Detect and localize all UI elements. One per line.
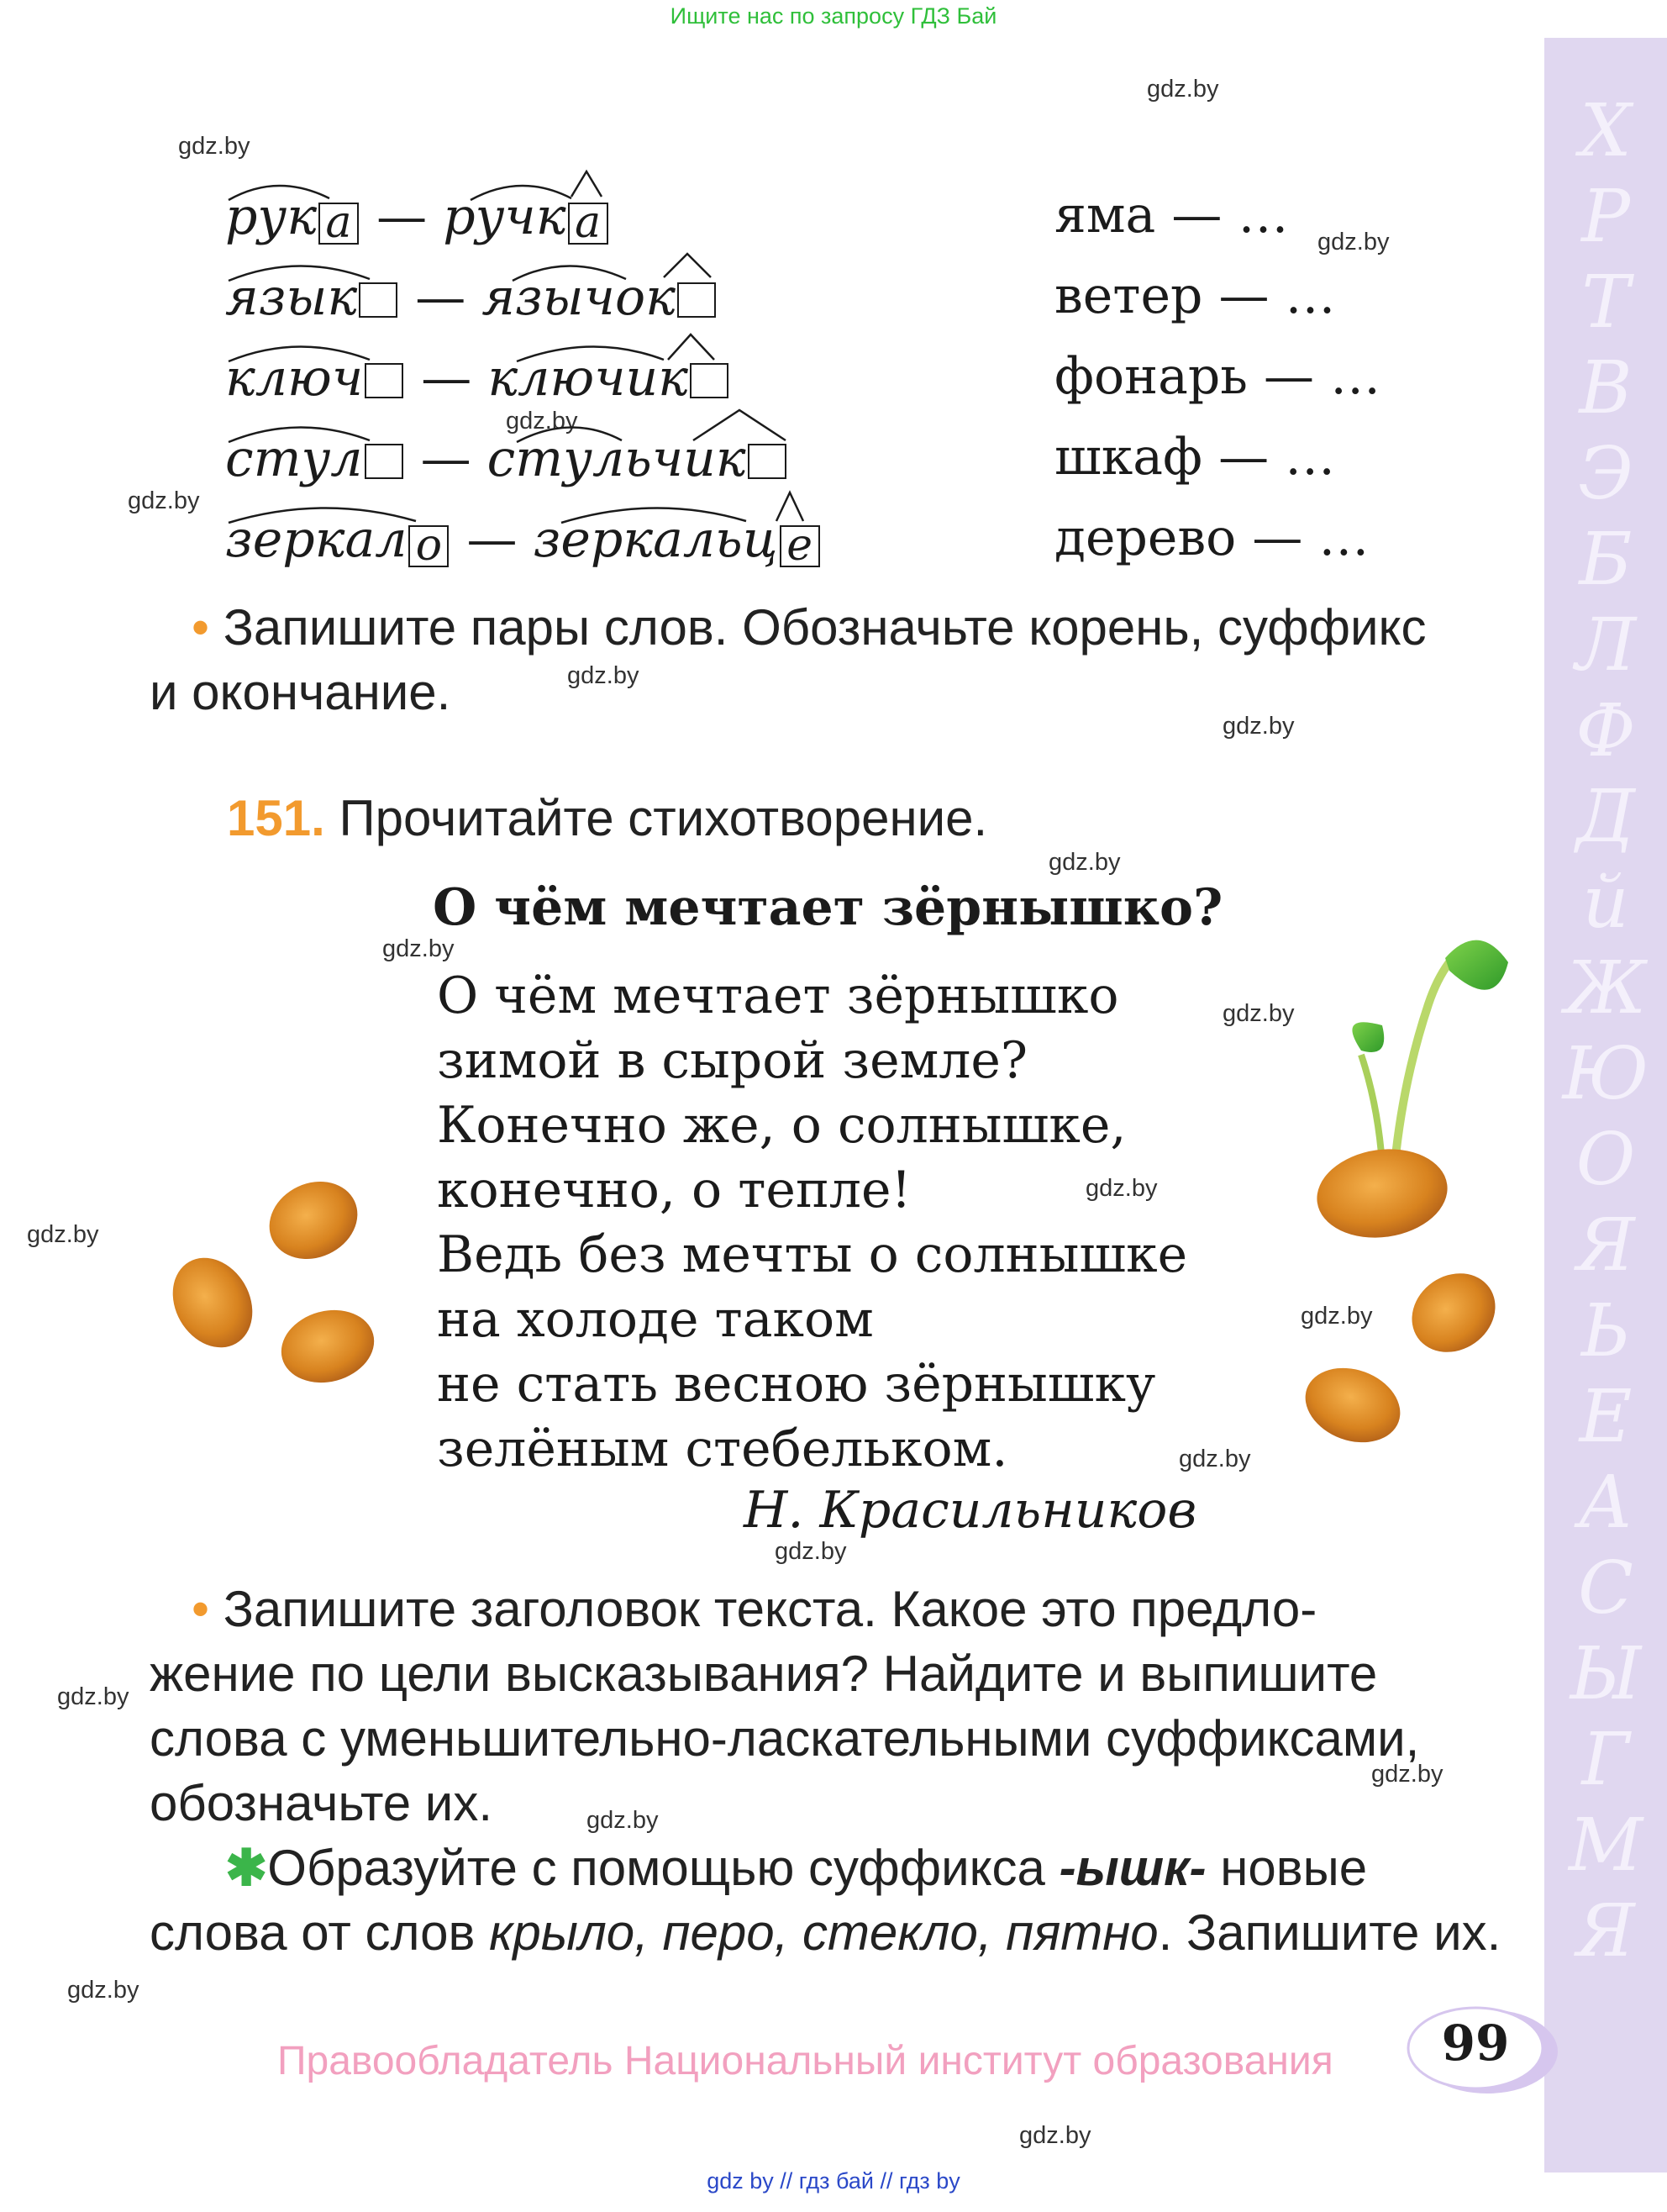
watermark: gdz.by	[1019, 2122, 1091, 2149]
word-pair-row	[225, 429, 788, 489]
source-words: крыло, перо, стекло, пятно	[489, 1904, 1159, 1961]
seed-icon	[1396, 1261, 1511, 1368]
bottom-links[interactable]: gdz by // гдз бай // гдз by	[707, 2168, 960, 2194]
poem-line: не стать весною зёрнышку	[437, 1355, 1156, 1414]
watermark: gdz.by	[1147, 76, 1219, 103]
bullet-icon: •	[192, 599, 210, 656]
side-letter: М	[1568, 1804, 1643, 1888]
side-letter: А	[1578, 1461, 1633, 1545]
task-word: дерево — …	[1054, 508, 1370, 567]
watermark: gdz.by	[586, 1807, 659, 1834]
watermark: gdz.by	[67, 1977, 139, 2004]
diminutive-word: ключик	[487, 349, 688, 408]
task-word: шкаф — …	[1054, 428, 1336, 487]
watermark: gdz.by	[128, 487, 200, 514]
diminutive-word: язычок	[481, 268, 676, 327]
instruction-3	[150, 1835, 1502, 1965]
instruction-1	[150, 595, 1502, 724]
poem-line: Конечно же, о солнышке,	[437, 1096, 1127, 1155]
instruction-text: . Запишите их.	[1158, 1904, 1501, 1961]
watermark: gdz.by	[1086, 1175, 1158, 1202]
instruction-text: жение по цели высказывания? Найдите и выпишите	[150, 1646, 1378, 1702]
watermark: gdz.by	[1223, 1000, 1295, 1027]
base-word-root: ключ	[225, 349, 364, 408]
poem-line: на холоде таком	[437, 1290, 874, 1349]
watermark: gdz.by	[1179, 1446, 1251, 1472]
seeds-illustration	[164, 1168, 382, 1387]
instruction-text: и окончание.	[150, 664, 451, 720]
instruction-text: Запишите заголовок текста. Какое это предло-	[223, 1581, 1317, 1637]
suffix-example: -ышк-	[1059, 1840, 1207, 1896]
seed-icon	[1312, 1141, 1454, 1246]
side-letter: О	[1575, 1118, 1636, 1202]
page-number: 99	[1441, 2014, 1510, 2072]
diminutive-word: зеркальц	[533, 510, 778, 569]
ending-box	[365, 363, 403, 398]
dash: —	[466, 510, 518, 569]
watermark: gdz.by	[775, 1538, 847, 1565]
side-letter: Я	[1576, 1203, 1635, 1288]
diminutive-word: ручк	[443, 187, 566, 246]
poem-title: О чём мечтает зёрнышко?	[433, 878, 1223, 937]
watermark: gdz.by	[1301, 1303, 1373, 1330]
base-word-root: стул	[225, 429, 363, 488]
side-letter: Ы	[1570, 1632, 1642, 1716]
copyright-notice: Правообладатель Национальный институт образования	[277, 2039, 1333, 2083]
watermark: gdz.by	[506, 408, 578, 434]
seed-icon	[164, 1244, 268, 1362]
word-pair-row	[225, 348, 730, 408]
ending-box: а	[568, 203, 608, 245]
side-letter: Г	[1581, 1718, 1630, 1802]
sprout-illustration	[1302, 912, 1508, 1248]
instruction-text: Образуйте с помощью суффикса	[267, 1840, 1060, 1896]
instruction-2	[150, 1577, 1502, 1835]
seed-icon	[256, 1168, 370, 1273]
ending-box	[748, 444, 786, 479]
watermark: gdz.by	[1371, 1761, 1444, 1788]
page-number-badge	[1401, 2004, 1561, 2097]
exercise-number: 151.	[227, 790, 325, 846]
side-letter: Ю	[1562, 1032, 1649, 1116]
word-pair-row	[225, 509, 822, 570]
word-pair-row	[225, 267, 718, 328]
instruction-text: слова от слов	[150, 1904, 490, 1961]
watermark: gdz.by	[57, 1683, 129, 1710]
side-letter: С	[1578, 1546, 1633, 1630]
top-banner[interactable]: Ищите нас по запросу ГДЗ Бай	[670, 3, 997, 29]
ending-box: а	[318, 203, 359, 245]
side-letter: Р	[1581, 175, 1630, 259]
side-letter: Ф	[1575, 689, 1636, 773]
task-word: яма — …	[1054, 186, 1289, 245]
watermark: gdz.by	[567, 662, 639, 689]
poem-author: Н. Красильников	[744, 1481, 1197, 1540]
word-pair-row	[225, 187, 610, 247]
exercise-prompt: Прочитайте стихотворение.	[339, 790, 988, 846]
asterisk-icon: ✱	[225, 1840, 268, 1896]
poem-line: зелёным стебельком.	[437, 1419, 1008, 1478]
side-letter: Д	[1576, 775, 1635, 859]
instruction-text: новые	[1206, 1840, 1368, 1896]
ending-box: о	[408, 525, 449, 567]
leaf-icon	[1445, 940, 1508, 990]
seed-icon	[1295, 1356, 1411, 1454]
poem-line: О чём мечтает зёрнышко	[437, 966, 1119, 1025]
watermark: gdz.by	[1317, 229, 1390, 255]
dash: —	[421, 349, 472, 408]
diminutive-word: стульчик	[486, 429, 746, 488]
task-word: ветер — …	[1054, 266, 1336, 325]
base-word-root: рук	[225, 187, 318, 246]
dash: —	[415, 268, 466, 327]
ending-box: е	[780, 525, 820, 567]
watermark: gdz.by	[1049, 849, 1121, 876]
poem-line: конечно, о тепле!	[437, 1161, 912, 1219]
instruction-text: Запишите пары слов. Обозначьте корень, суффикс	[223, 599, 1427, 656]
exercise-header	[227, 786, 987, 851]
side-letter: Е	[1579, 1375, 1633, 1459]
task-word: фонарь — …	[1054, 347, 1381, 406]
base-word-root: зеркал	[225, 510, 408, 569]
ending-box	[690, 363, 728, 398]
dash: —	[420, 429, 471, 488]
leaf-icon	[1352, 1022, 1384, 1052]
instruction-text: слова с уменьшительно-ласкательными суффиксами,	[150, 1710, 1420, 1767]
side-letter: Л	[1575, 603, 1636, 687]
side-letter: Ж	[1564, 946, 1647, 1030]
instruction-text: обозначьте их.	[150, 1775, 492, 1831]
side-letter: й	[1582, 861, 1629, 945]
side-letter: Э	[1578, 432, 1633, 516]
side-letter: Б	[1579, 518, 1633, 602]
stem-icon	[1361, 1055, 1382, 1164]
side-letter: Ь	[1581, 1289, 1630, 1373]
bullet-icon: •	[192, 1581, 210, 1637]
ending-box	[359, 282, 397, 318]
poem-line: зимой в сырой земле?	[437, 1031, 1028, 1090]
side-letter: Т	[1581, 261, 1630, 345]
stem-icon	[1395, 962, 1449, 1164]
poem-line: Ведь без мечты о солнышке	[437, 1225, 1188, 1284]
watermark: gdz.by	[382, 935, 455, 962]
ending-box	[677, 282, 716, 318]
base-word-root: язык	[225, 268, 358, 327]
seed-icon	[273, 1300, 382, 1387]
side-letter: Я	[1576, 1889, 1635, 1973]
watermark: gdz.by	[178, 133, 250, 160]
dash: —	[376, 187, 428, 246]
ending-box	[365, 444, 403, 479]
watermark: gdz.by	[27, 1221, 99, 1248]
side-letter: В	[1579, 346, 1633, 430]
seeds-illustration	[1294, 1261, 1512, 1454]
watermark: gdz.by	[1223, 713, 1295, 740]
side-letter: Х	[1580, 89, 1632, 173]
